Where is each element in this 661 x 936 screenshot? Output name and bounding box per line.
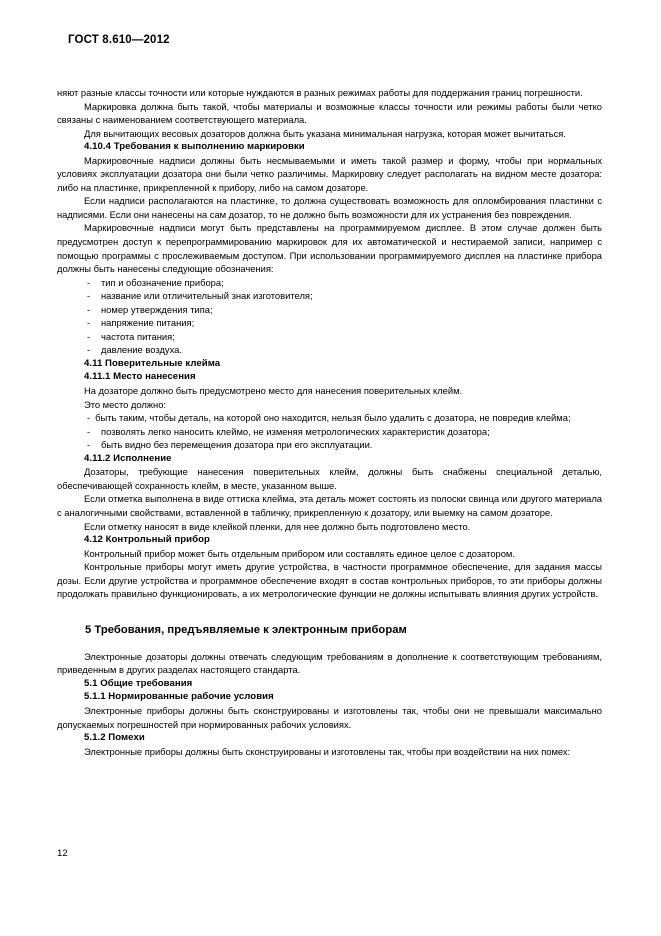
- heading-4-10-4: 4.10.4 Требования к выполнению маркировки: [84, 141, 305, 153]
- dash-bullet-icon: -: [87, 344, 91, 356]
- paragraph-4-12-b: Контрольные приборы могут иметь другие устройства, в частности программное обеспечение, для задания массы дозы. Если другие устройства и программное обеспечение входят в состав контрольных приборов, то эти приборы должны продолжать правильно функционировать, а их метрологические функции не должны испытывать влияния других устройств.: [57, 561, 602, 600]
- paragraph-4-11-2-c: Если отметку наносят в виде клейкой пленки, для нее должно быть подготовлено место.: [84, 520, 471, 532]
- paragraph-5-intro: Электронные дозаторы должны отвечать следующим требованиям в дополнение к соответствующим требованиям, приведенным в других разделах настоящего стандарта.: [57, 650, 602, 676]
- paragraph-4-10-4-c: Маркировочные надписи могут быть представлены на программируемом дисплее. В этом случае должен быть предусмотрен доступ к перепрограммированию маркировок для их автоматической и нестираемой записи, например с помощью программы с прослеживаемым доступом. При использовании программируемого дисплея на пластинке прибора должны быть нанесены следующие обозначения:: [57, 222, 602, 275]
- list-item-label: номер утверждения типа;: [101, 303, 213, 315]
- heading-5-1-2: 5.1.2 Помехи: [84, 732, 145, 744]
- paragraph-marking-material: Маркировка должна быть такой, чтобы материалы и возможные классы точности или режимы работы были четко связаны с наименованием соответствующего материала.: [57, 100, 602, 126]
- list-item-label: название или отличительный знак изготовителя;: [101, 290, 313, 302]
- paragraph-5-1-2: Электронные приборы должны быть сконструированы и изготовлены так, чтобы при воздействии на них помех:: [84, 745, 571, 757]
- heading-section-5: 5 Требования, предъявляемые к электронным приборам: [85, 623, 407, 636]
- marking-designations-list: [57, 276, 602, 357]
- list-item: [57, 276, 602, 290]
- place-requirements-list: [57, 425, 602, 452]
- paragraph-continued: няют разные классы точности или которые нуждаются в разных режимах работы для поддержания границ погрешности.: [57, 87, 583, 98]
- paragraph-5-1-1: Электронные приборы должны быть сконструированы и изготовлены так, чтобы они не превышали максимально допускаемых погрешностей при нормированных рабочих условиях.: [57, 704, 602, 730]
- list-item: [57, 316, 602, 330]
- list-item-label: быть видно без перемещения дозатора при его эксплуатации.: [101, 439, 373, 451]
- list-item-label: напряжение питания;: [101, 317, 195, 329]
- page-number: 12: [57, 848, 68, 859]
- dash-bullet-icon: -: [87, 276, 91, 288]
- list-item-label: давление воздуха.: [101, 344, 183, 356]
- section-spacer-top: [57, 601, 602, 623]
- paragraph-subtractive-dosers: Для вычитающих весовых дозаторов должна быть указана минимальная нагрузка, которая может вычитаться.: [84, 127, 566, 139]
- list-item: [57, 425, 602, 439]
- paragraph-4-11-1-a: На дозаторе должно быть предусмотрено место для нанесения поверительных клейм.: [84, 385, 463, 397]
- list-item: [57, 330, 602, 344]
- dash-bullet-icon: -: [87, 330, 91, 342]
- list-item: [57, 289, 602, 303]
- list-item-label: быть таким, чтобы деталь, на которой оно находится, нельзя было удалить с дозатора, не повредив клейма;: [95, 412, 571, 424]
- text-column: [57, 86, 602, 758]
- heading-4-11-1: 4.11.1 Место нанесения: [84, 371, 196, 383]
- dash-bullet-icon: -: [87, 317, 91, 329]
- list-item-label: тип и обозначение прибора;: [101, 276, 224, 288]
- heading-5-1: 5.1 Общие требования: [84, 677, 193, 689]
- list-item: [57, 438, 602, 452]
- paragraph-4-11-1-b: Это место должно:: [84, 398, 166, 410]
- paragraph-4-10-4-a: Маркировочные надписи должны быть несмываемыми и иметь такой размер и форму, чтобы при нормальных условиях эксплуатации дозатора они были четко различимы. Маркировку следует располагать на видном месте дозатора: либо на пластинке, прикрепленной к прибору, либо на самом дозаторе.: [57, 154, 602, 193]
- dash-bullet-icon: -: [87, 290, 91, 302]
- list-item: [57, 343, 602, 357]
- heading-4-11-2: 4.11.2 Исполнение: [84, 452, 172, 464]
- paragraph-4-12-a: Контрольный прибор может быть отдельным прибором или составлять единое целое с дозатором.: [84, 547, 515, 559]
- place-list-item-1: [57, 411, 602, 425]
- dash-bullet-icon: -: [87, 303, 91, 315]
- heading-5-1-1: 5.1.1 Нормированные рабочие условия: [84, 691, 274, 703]
- heading-4-11: 4.11 Поверительные клейма: [84, 357, 221, 369]
- dash-bullet-icon: -: [87, 439, 91, 451]
- dash-bullet-icon: -: [87, 412, 91, 424]
- paragraph-4-11-2-b: Если отметка выполнена в виде оттиска клейма, эта деталь может состоять из полоски свинца или другого материала с аналогичными свойствами, вставленной в табличку, прикрепленную к дозатору, или выемку на самом дозаторе.: [57, 493, 602, 518]
- paragraph-4-10-4-b: Если надписи располагаются на пластинке, то должна существовать возможность для опломбирования пластинки с надписями. Если они нанесены на сам дозатор, то не должно быть возможности для их устранения без повреждения.: [57, 195, 602, 220]
- list-item-label: частота питания;: [101, 330, 175, 342]
- running-head-standard-id: ГОСТ 8.610—2012: [68, 34, 170, 46]
- section-spacer-bottom: [57, 638, 602, 650]
- heading-4-12: 4.12 Контрольный прибор: [84, 534, 210, 546]
- list-item-label: позволять легко наносить клеймо, не изменяя метрологических характеристик дозатора;: [101, 425, 490, 437]
- dash-bullet-icon: -: [87, 425, 91, 437]
- list-item: [57, 303, 602, 317]
- paragraph-4-11-2-a: Дозаторы, требующие нанесения поверительных клейм, должны быть снабжены специальной деталью, обеспечивающей сохранность клейм, в месте, указанном выше.: [57, 466, 602, 491]
